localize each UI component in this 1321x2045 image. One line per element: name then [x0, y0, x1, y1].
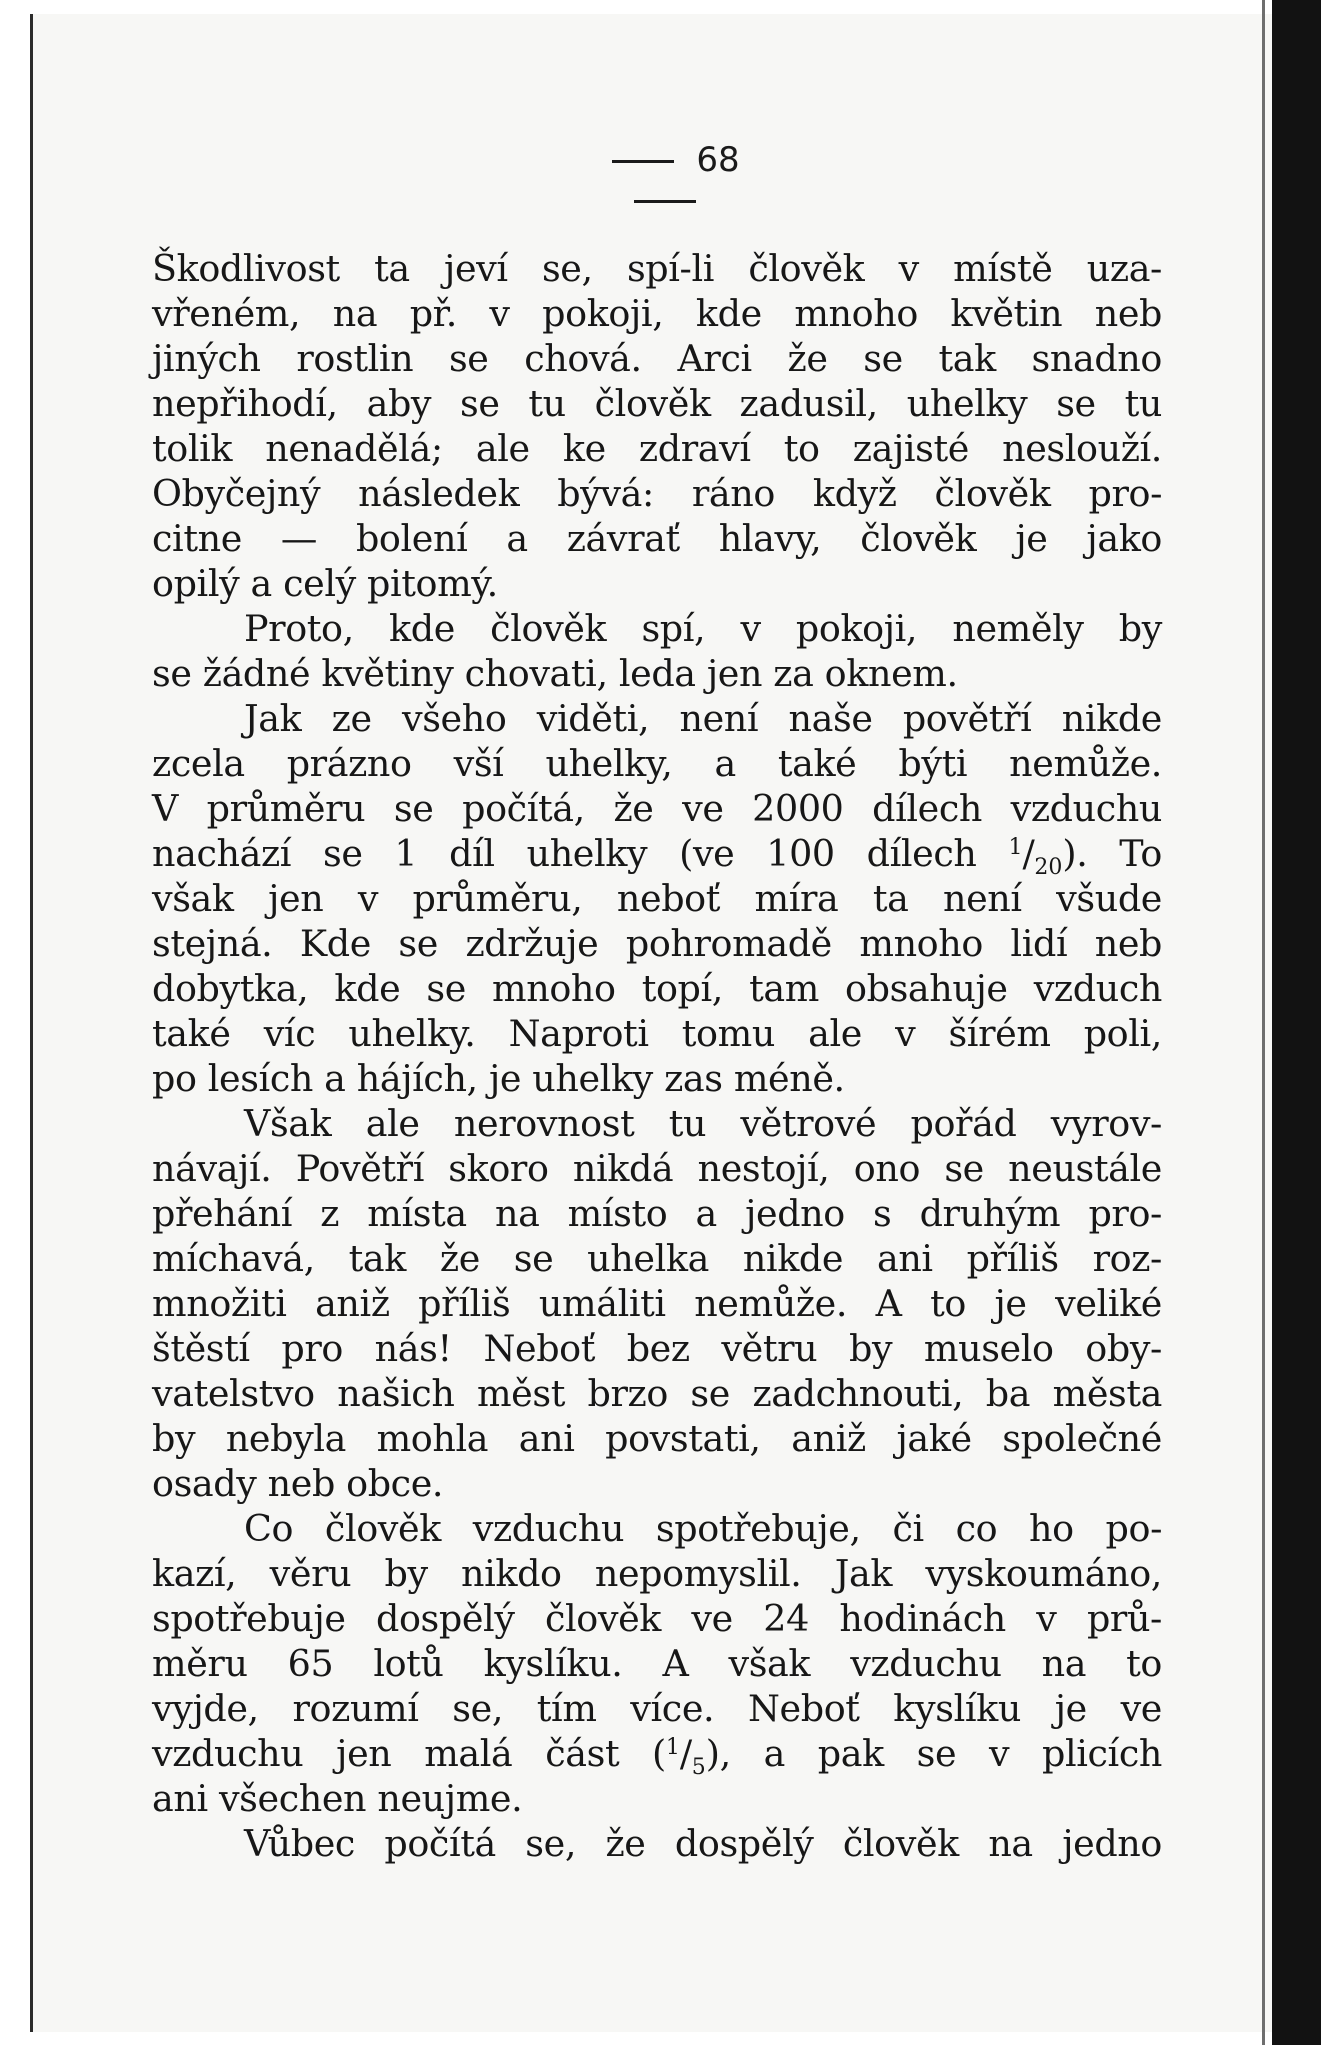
page-number [540, 140, 790, 220]
text-line: však jen v průměru, neboť míra ta není všude [152, 877, 1162, 920]
text-line: množiti aniž příliš umáliti nemůže. A to je veliké [152, 1282, 1162, 1325]
text-line: přehání z místa na místo a jedno s druhým pro- [152, 1192, 1162, 1235]
text-line: Škodlivost ta jeví se, spí-li člověk v místě uza- [152, 247, 1162, 290]
text-line: stejná. Kde se zdržuje pohromadě mnoho lidí neb [152, 922, 1162, 965]
text-line: Vůbec počítá se, že dospělý člověk na jedno [244, 1822, 1162, 1865]
text-line: citne — bolení a závrať hlavy, člověk je jako [152, 517, 1162, 560]
page-number-value: 68 [696, 140, 740, 180]
text-line: míchavá, tak že se uhelka nikde ani příliš roz- [152, 1237, 1162, 1280]
page-number-dash-right [634, 200, 696, 203]
text-line: se žádné květiny chovati, leda jen za oknem. [152, 652, 958, 695]
text-line: Však ale nerovnost tu větrové pořád vyrov- [244, 1102, 1162, 1145]
text-line: zcela prázno vší uhelky, a také býti nemůže. [152, 742, 1162, 785]
text-line: jiných rostlin se chová. Arci že se tak snadno [152, 337, 1162, 380]
text-line: ani všechen neujme. [152, 1777, 523, 1820]
text-line: Proto, kde člověk spí, v pokoji, neměly by [244, 607, 1162, 650]
fraction-slash: / [1022, 832, 1035, 875]
text-line: návají. Povětří skoro nikdá nestojí, ono se neustále [152, 1147, 1162, 1190]
text-line: vyjde, rozumí se, tím více. Neboť kyslíku je ve [152, 1687, 1162, 1730]
text-line: spotřebuje dospělý člověk ve 24 hodinách v prů- [152, 1597, 1162, 1640]
body-text [152, 246, 1162, 1866]
text-line: osady neb obce. [152, 1462, 444, 1505]
text-line: po lesích a hájích, je uhelky zas méně. [152, 1057, 845, 1100]
text-line: Jak ze všeho viděti, není naše povětří nikde [244, 697, 1162, 740]
page-edge-dark [1272, 0, 1321, 2045]
text-line: kazí, věru by nikdo nepomyslil. Jak vyskoumáno, [152, 1552, 1162, 1595]
text-line: opilý a celý pitomý. [152, 562, 498, 605]
text-line: tolik nenadělá; ale ke zdraví to zajisté neslouží. [152, 427, 1162, 470]
text-line: Obyčejný následek bývá: ráno když člověk pro- [152, 472, 1162, 515]
text-line: měru 65 lotů kyslíku. A však vzduchu na to [152, 1642, 1162, 1685]
text-line: vatelstvo našich měst brzo se zadchnouti, ba města [152, 1372, 1162, 1415]
text-line: vřeném, na př. v pokoji, kde mnoho květin neb [152, 292, 1162, 335]
text-line: také víc uhelky. Naproti tomu ale v šírém poli, [152, 1012, 1162, 1055]
text-segment: ), a pak se v plicích [705, 1732, 1162, 1775]
text-line-with-fraction [152, 1731, 1162, 1780]
page-number-dash-left [612, 160, 674, 163]
text-line: Co člověk vzduchu spotřebuje, či co ho po- [244, 1507, 1162, 1550]
text-segment: nachází se 1 díl uhelky (ve 100 dílech [152, 832, 1009, 875]
fraction-slash: / [679, 1732, 692, 1775]
text-line: nepřihodí, aby se tu člověk zadusil, uhelky se tu [152, 382, 1162, 425]
page-edge-shadow [1262, 0, 1265, 2045]
text-line: štěstí pro nás! Neboť bez větru by muselo oby- [152, 1327, 1162, 1370]
text-line: dobytka, kde se mnoho topí, tam obsahuje vzduch [152, 967, 1162, 1010]
text-line: V průměru se počítá, že ve 2000 dílech vzduchu [152, 787, 1162, 830]
text-segment: vzduchu jen malá část ( [152, 1732, 666, 1775]
text-line: by nebyla mohla ani povstati, aniž jaké společné [152, 1417, 1162, 1460]
fraction-numerator: 1 [665, 1735, 680, 1760]
fraction-denominator: 5 [691, 1755, 706, 1780]
fraction-denominator: 20 [1034, 855, 1063, 880]
text-segment: ). To [1062, 832, 1162, 875]
fraction-numerator: 1 [1008, 835, 1023, 860]
text-line-with-fraction [152, 831, 1162, 880]
